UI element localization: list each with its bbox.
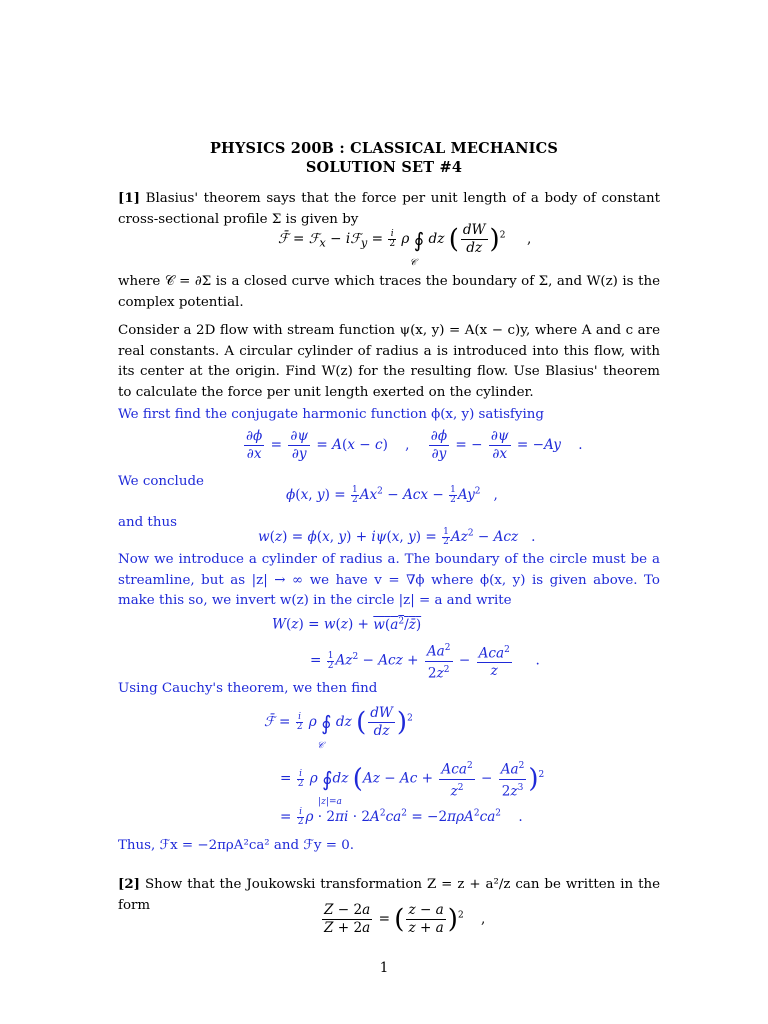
page-number: 1 — [379, 960, 389, 976]
force-equation-line-2: = $\frac{i}{2}$ ρ ∮ |z|=a dz (Az − Ac + $\frac{Aca^2}{z^2}$ − $\frac{Aa^2}{2z^3}$ )$^2$ — [280, 758, 544, 800]
force-equation-line-1: ℱ̄ = $\frac{i}{2}$ ρ ∮ 𝒞 dz ( $\frac{dW}{dz}$ )$^2$ — [264, 705, 413, 751]
solution-1-line-3: and thus — [118, 515, 177, 530]
solution-1-line-5: Using Cauchy's theorem, we then find — [118, 681, 378, 696]
W-equation-line-1: $W(z) = w(z) + w(a^2/z̄)$ — [272, 616, 422, 633]
joukowski-equation: $\frac{Z - 2a}{Z + 2a}$ = ( $\frac{z - a}{z + a}$ )$^2$ , — [324, 902, 486, 936]
problem-1-after-equation: where 𝒞 = ∂Σ is a closed curve which traces the boundary of Σ, and W(z) is the complex potential. — [118, 274, 660, 310]
title-line-2: SOLUTION SET #4 — [305, 159, 463, 176]
cauchy-riemann-equations: $\frac{\partial\phi}{\partial x}$ = $\frac{\partial\psi}{\partial y}$ = A(x − c) , $\frac{\partial\phi}{\partial y}$ = − $\frac{\partial\psi}{\partial x}$ = −Ay . — [246, 428, 583, 462]
blasius-equation: ℱ̄ = ℱ$_x$ − iℱ$_y$ = $\frac{i}{2}$ ρ ∮ 𝒞 dz ( $\frac{dW}{dz}$ )$^2$ , — [278, 222, 532, 268]
w-equation: w(z) = ϕ(x, y) + iψ(x, y) = $\frac{1}{2}$ $Az^2$ − Acz . — [258, 527, 536, 547]
problem-1-task: Consider a 2D flow with stream function ψ(x, y) = A(x − c)y, where A and c are real constants. A circular cylinder of radius a is introduced into this flow, with its center at the origin. Find W(z) for the resulting flow. Use Blasius' theorem to calculate the force per unit length exerted on the cylinder. — [118, 323, 660, 400]
problem-1-number: [1] — [118, 190, 140, 206]
problem-2-text: Show that the Joukowski transformation Z = z + a²/z can be written in the form — [118, 877, 661, 913]
title-line-1: PHYSICS 200B : CLASSICAL MECHANICS — [209, 140, 559, 157]
solution-1-line-2: We conclude — [118, 474, 204, 489]
phi-equation: ϕ(x, y) = $\frac{1}{2}$ $Ax^2$ − Acx − $\frac{1}{2}$ Ay$^2$ , — [286, 485, 498, 505]
solution-1-line-4: Now we introduce a cylinder of radius a. The boundary of the circle must be a streamline, but as |z| → ∞ we have v = ∇ϕ where ϕ(x, y) is given above. To make this so, we invert w(z) in the circle |z| = a and write — [118, 552, 660, 608]
problem-2-number: [2] — [118, 876, 140, 892]
solution-1-line-6: Thus, ℱx = −2πρA²ca² and ℱy = 0. — [118, 838, 354, 853]
problem-1-intro-text: Blasius' theorem says that the force per unit length of a body of constant cross-sectional profile Σ is given by — [118, 191, 660, 227]
force-equation-line-3: = $\frac{i}{2}$ $\rho \cdot 2\pi i \cdot 2A^2ca^2 = -2\pi\rho A^2ca^2$ . — [280, 807, 523, 827]
W-equation-line-2: = $\frac{1}{2}$ $Az^2$ − Acz + $\frac{Aa^2}{2z^2}$ − $\frac{Aca^2}{z}$ . — [310, 640, 540, 682]
solution-1-line-1: We first find the conjugate harmonic function ϕ(x, y) satisfying — [118, 407, 544, 422]
